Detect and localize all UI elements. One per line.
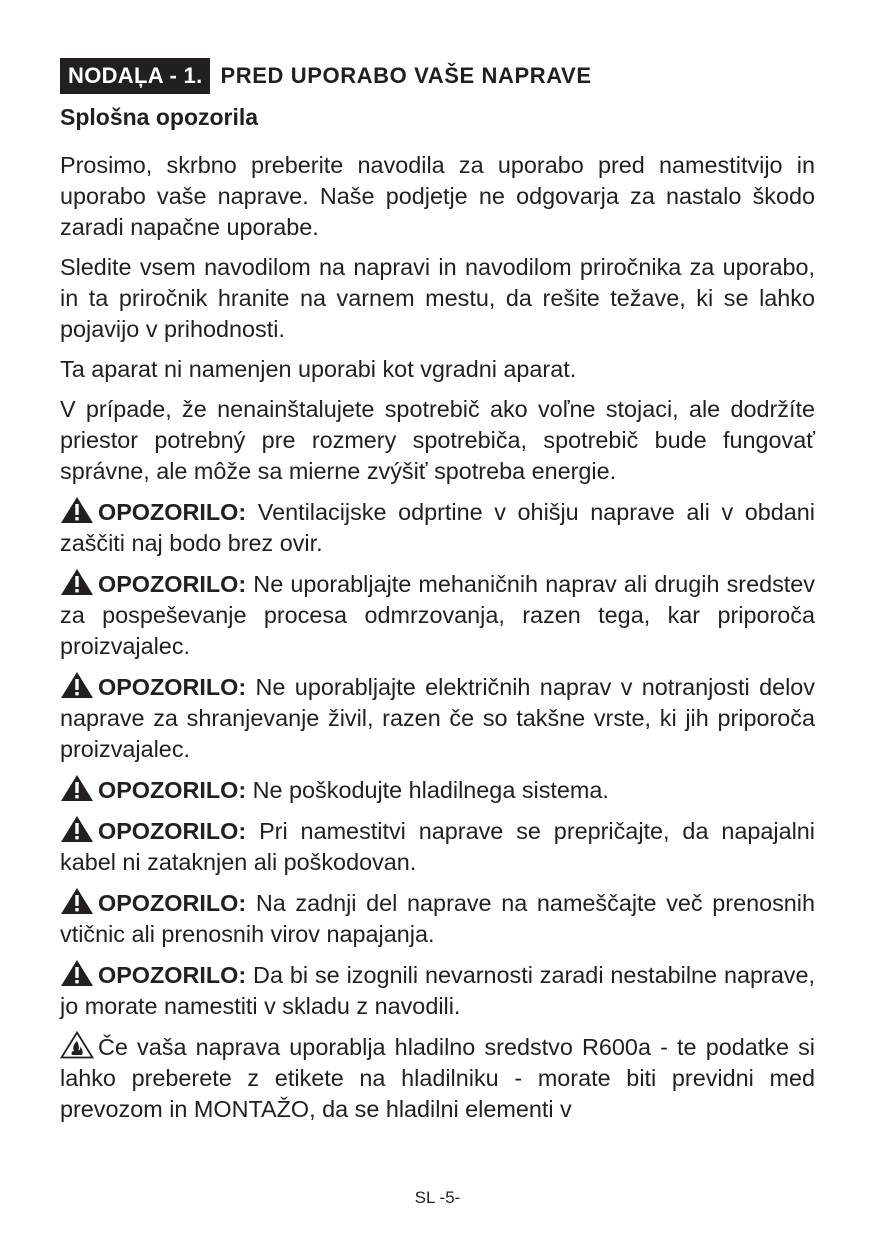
warning-icon bbox=[60, 887, 94, 915]
page-number: SL -5- bbox=[414, 1188, 461, 1207]
warning-icon bbox=[60, 496, 94, 524]
warning-icon bbox=[60, 671, 94, 699]
warning-item bbox=[60, 815, 815, 878]
warning-item bbox=[60, 671, 815, 765]
paragraph: Sledite vsem navodilom na napravi in navodilom priročnika za uporabo, in ta priročnik hranite na varnem mestu, da rešite težave, ki se lahko pojavijo v prihodnosti. bbox=[60, 254, 815, 342]
warning-text: Da bi se izognili nevarnosti zaradi nestabilne naprave, jo morate namestiti v skladu z navodili. bbox=[60, 962, 815, 1019]
warning-icon bbox=[60, 815, 94, 843]
warning-text: Ventilacijske odprtine v ohišju naprave ali v obdani zaščiti naj bodo brez ovir. bbox=[60, 499, 815, 556]
warning-text: Pri namestitvi naprave se prepričajte, da napajalni kabel ni zataknjen ali poškodovan. bbox=[60, 818, 815, 875]
warning-icon bbox=[60, 959, 94, 987]
warning-text: Ne uporabljajte mehaničnih naprav ali drugih sredstev za pospeševanje procesa odmrzovanja, razen tega, kar priporoča proizvajalec. bbox=[60, 571, 815, 659]
chapter-badge: NODAĻA - 1. bbox=[60, 58, 210, 94]
warning-label: OPOZORILO: bbox=[98, 962, 247, 988]
paragraph: Prosimo, skrbno preberite navodila za uporabo pred namestitvijo in uporabo vaše naprave. Naše podjetje ne odgovarja za nastalo škodo zaradi napačne uporabe. bbox=[60, 152, 815, 240]
warning-text: Ne poškodujte hladilnega sistema. bbox=[252, 777, 609, 803]
warning-label: OPOZORILO: bbox=[98, 499, 247, 525]
warning-label: OPOZORILO: bbox=[98, 777, 247, 803]
paragraph: Ta aparat ni namenjen uporabi kot vgradni aparat. bbox=[60, 356, 577, 382]
warning-item bbox=[60, 568, 815, 662]
paragraph: V prípade, že nenainštalujete spotrebič ako voľne stojaci, ale dodržíte priestor potrebný pre rozmery spotrebiča, spotrebič bude fungovať správne, ale môže sa mierne zvýšiť spotreba energie. bbox=[60, 396, 815, 484]
warning-item bbox=[60, 887, 815, 950]
body-text bbox=[60, 150, 815, 1134]
chapter-heading bbox=[60, 58, 592, 94]
warning-label: OPOZORILO: bbox=[98, 890, 247, 916]
section-title: Splošna opozorila bbox=[60, 104, 259, 130]
warning-item bbox=[60, 774, 815, 806]
flammable-warning-icon bbox=[60, 1031, 94, 1059]
warning-icon bbox=[60, 774, 94, 802]
warning-text: Na zadnji del naprave na nameščajte več prenosnih vtičnic ali prenosnih virov napajanja. bbox=[60, 890, 816, 947]
warning-icon bbox=[60, 568, 94, 596]
warning-text: Ne uporabljajte električnih naprav v notranjosti delov naprave za shranjevanje živil, razen če so takšne vrste, ki jih priporoča proizvajalec. bbox=[60, 674, 815, 762]
chapter-title: PRED UPORABO VAŠE NAPRAVE bbox=[220, 63, 592, 88]
warning-item bbox=[60, 496, 815, 559]
flammable-note bbox=[60, 1031, 815, 1125]
warning-label: OPOZORILO: bbox=[98, 571, 247, 597]
warning-label: OPOZORILO: bbox=[98, 674, 247, 700]
warning-item bbox=[60, 959, 815, 1022]
flammable-note-text: Če vaša naprava uporablja hladilno sredstvo R600a - te podatke si lahko preberete z etikete na hladilniku - morate biti previdni med prevozom in MONTAŽO, da se hladilni elementi v bbox=[60, 1034, 815, 1122]
warning-label: OPOZORILO: bbox=[98, 818, 247, 844]
